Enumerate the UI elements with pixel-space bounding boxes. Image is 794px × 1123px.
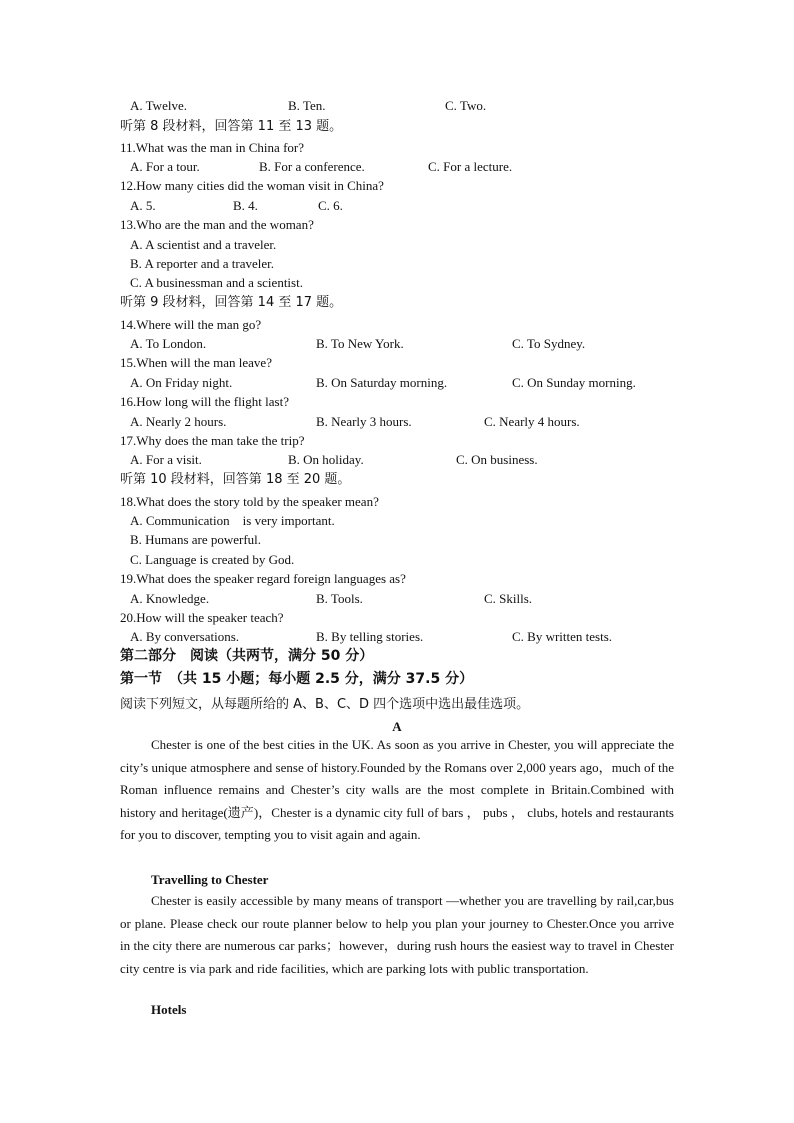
q20-option-c: C. By written tests. (512, 629, 613, 644)
q19-option-b: B. Tools. (316, 591, 363, 606)
q17-option-b: B. On holiday. (288, 452, 364, 467)
q17-option-c: C. On business. (456, 452, 538, 467)
q12-question: 12.How many cities did the woman visit in China? (120, 178, 384, 193)
q20-option-b: B. By telling stories. (316, 629, 424, 644)
q19-option-c: C. Skills. (484, 591, 533, 606)
q10-option-a: A. Twelve. (130, 98, 187, 113)
paragraph-2-text: Chester is easily accessible by many means of transport —whether you are travelling by rail,car,bus or plane. Please check our route planner below to help you plan your journey to Chester.Once you arrive in the city there are numerous car parks；however，during rush hours the easiest way to travel in Chester city centre is via park and ride facilities, which are parking lots with public transportation. (120, 893, 674, 976)
passage-letter: A (392, 719, 402, 734)
paragraph-1-text: Chester is one of the best cities in the UK. As soon as you arrive in Chester, you will appreciate the city’s unique atmosphere and sense of history.Founded by the Romans over 2,000 years ago，much of the Roman influence remains and Chester’s city walls are the most complete in Britain.Combined with history and heritage(遗产)，Chester is a dynamic city full of bars ， pubs ， clubs, hotels and restaurants for you to discover, tempting you to visit again and again. (120, 737, 674, 843)
q12-option-c: C. 6. (318, 198, 343, 213)
q16-option-a: A. Nearly 2 hours. (130, 414, 227, 429)
q19-option-a: A. Knowledge. (130, 591, 210, 606)
part-2-heading: 第二部分 阅读（共两节，满分 50 分） (120, 648, 374, 664)
q13-option-c: C. A businessman and a scientist. (130, 275, 303, 290)
q14-option-b: B. To New York. (316, 336, 404, 351)
q16-question: 16.How long will the flight last? (120, 394, 289, 409)
subheading-travelling: Travelling to Chester (151, 872, 269, 887)
q15-option-b: B. On Saturday morning. (316, 375, 448, 390)
q17-question: 17.Why does the man take the trip? (120, 433, 305, 448)
q15-option-a: A. On Friday night. (130, 375, 233, 390)
passage-paragraph-2 (120, 890, 674, 980)
section-10-instruction: 听第 10 段材料，回答第 18 至 20 题。 (120, 472, 351, 487)
q14-question: 14.Where will the man go? (120, 317, 262, 332)
q14-option-a: A. To London. (130, 336, 207, 351)
q11-option-c: C. For a lecture. (428, 159, 513, 174)
q11-option-a: A. For a tour. (130, 159, 200, 174)
q20-option-a: A. By conversations. (130, 629, 240, 644)
passage-paragraph-1 (120, 734, 674, 847)
q18-option-a: A. Communication is very important. (130, 513, 335, 528)
q19-question: 19.What does the speaker regard foreign languages as? (120, 571, 406, 586)
section-8-instruction: 听第 8 段材料，回答第 11 至 13 题。 (120, 119, 343, 134)
q18-option-b: B. Humans are powerful. (130, 532, 262, 547)
q15-question: 15.When will the man leave? (120, 355, 272, 370)
subheading-hotels: Hotels (151, 1002, 187, 1017)
q13-option-b: B. A reporter and a traveler. (130, 256, 275, 271)
q15-option-c: C. On Sunday morning. (512, 375, 636, 390)
section-1-heading: 第一节 （共 15 小题；每小题 2.5 分，满分 37.5 分） (120, 671, 474, 687)
q13-question: 13.Who are the man and the woman? (120, 217, 314, 232)
q10-option-b: B. Ten. (288, 98, 326, 113)
q18-option-c: C. Language is created by God. (130, 552, 295, 567)
q10-option-c: C. Two. (445, 98, 487, 113)
q17-option-a: A. For a visit. (130, 452, 202, 467)
q20-question: 20.How will the speaker teach? (120, 610, 284, 625)
reading-instruction: 阅读下列短文，从每题所给的 A、B、C、D 四个选项中选出最佳选项。 (120, 697, 530, 712)
q12-option-a: A. 5. (130, 198, 156, 213)
q18-question: 18.What does the story told by the speaker mean? (120, 494, 379, 509)
q12-option-b: B. 4. (233, 198, 258, 213)
q16-option-c: C. Nearly 4 hours. (484, 414, 580, 429)
q11-question: 11.What was the man in China for? (120, 140, 304, 155)
q14-option-c: C. To Sydney. (512, 336, 586, 351)
q16-option-b: B. Nearly 3 hours. (316, 414, 412, 429)
section-9-instruction: 听第 9 段材料，回答第 14 至 17 题。 (120, 295, 343, 310)
q13-option-a: A. A scientist and a traveler. (130, 237, 277, 252)
q11-option-b: B. For a conference. (259, 159, 365, 174)
